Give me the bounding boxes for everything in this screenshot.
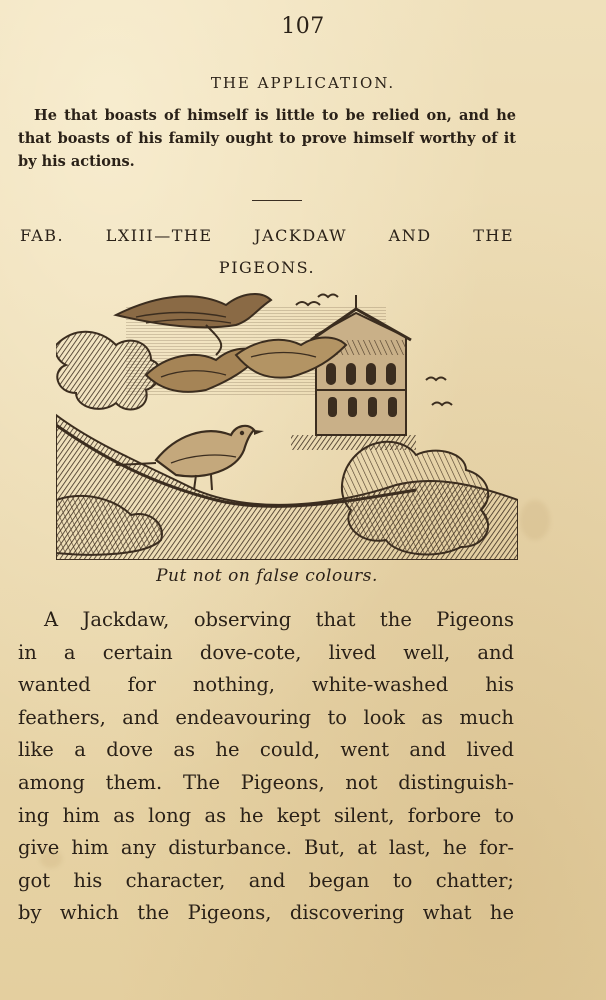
section-divider bbox=[252, 200, 302, 201]
body-line: got his character, and began to chatter; bbox=[18, 868, 514, 892]
body-line: A Jackdaw, observing that the Pigeons bbox=[44, 608, 514, 631]
fable-title-line-1: FAB. LXIII—THE JACKDAW AND THE bbox=[20, 226, 514, 245]
application-text: He that boasts of himself is little to be relied on, and he that boasts of his family ought to prove himself worthy of it by his actions. bbox=[18, 107, 516, 170]
body-line: by which the Pigeons, discovering what he bbox=[18, 901, 514, 925]
illustration-caption: Put not on false colours. bbox=[156, 566, 378, 586]
body-line: among them. The Pigeons, not distinguish- bbox=[18, 770, 514, 794]
fable-title bbox=[20, 220, 514, 284]
body-line: wanted for nothing, white-washed his bbox=[18, 673, 514, 697]
body-line: ing him as long as he kept silent, forbore to bbox=[18, 803, 514, 827]
body-line: like a dove as he could, went and lived bbox=[18, 738, 514, 762]
application-title: THE APPLICATION. bbox=[210, 74, 396, 92]
body-line: feathers, and endeavouring to look as much bbox=[18, 705, 514, 729]
fable-body bbox=[18, 604, 514, 930]
page-number: 107 bbox=[281, 14, 325, 39]
body-line: give him any disturbance. But, at last, he for- bbox=[18, 836, 514, 860]
woodcut-illustration bbox=[56, 285, 518, 560]
fable-title-line-2: PIGEONS. bbox=[218, 258, 316, 277]
paper-stain bbox=[520, 500, 550, 540]
body-line: in a certain dove-cote, lived well, and bbox=[18, 640, 514, 664]
bush-icon bbox=[342, 442, 488, 555]
